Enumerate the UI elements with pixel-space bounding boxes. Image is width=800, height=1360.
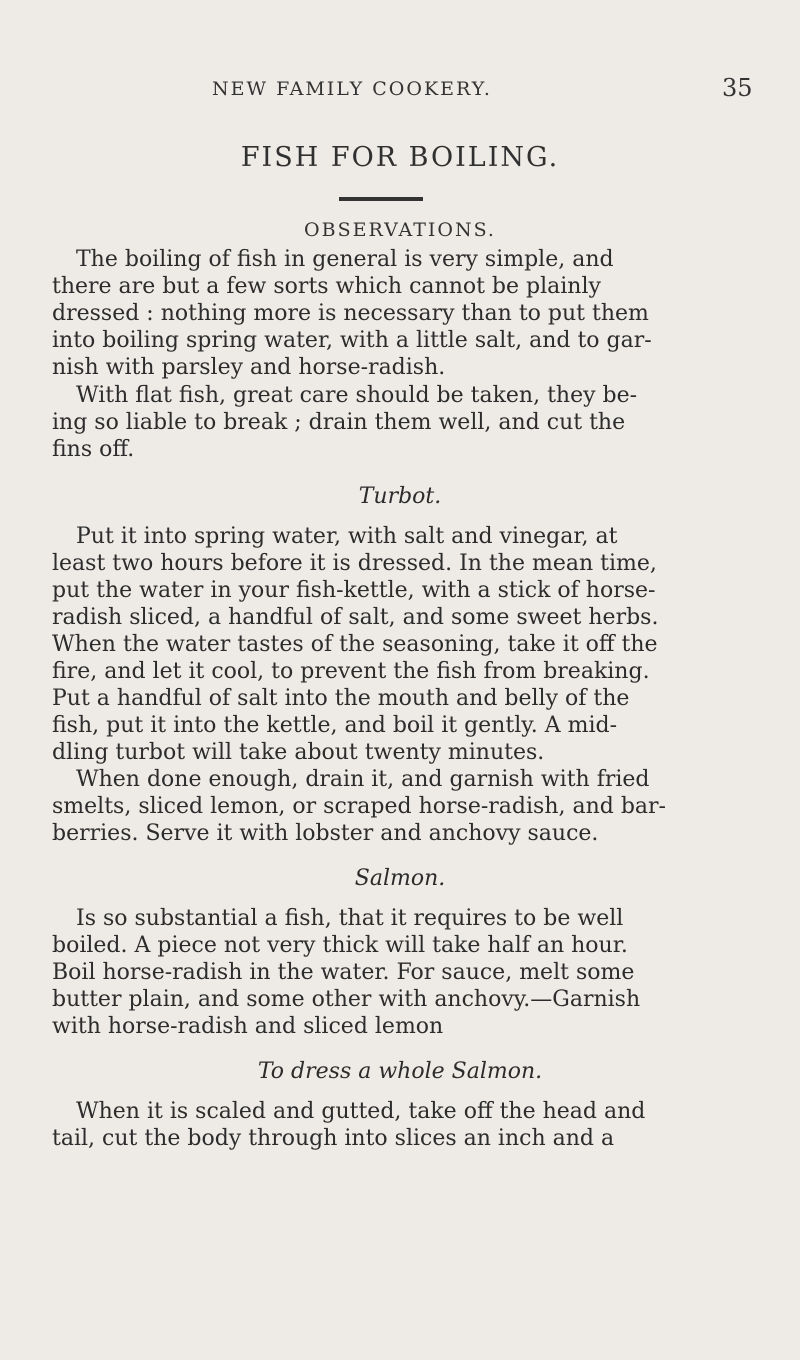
page-number: 35 (722, 74, 753, 102)
observations-heading: OBSERVATIONS. (304, 219, 496, 241)
text-line: When done enough, drain it, and garnish with fried (76, 767, 650, 792)
text-line: least two hours before it is dressed. In the mean time, (52, 551, 657, 576)
text-line: radish sliced, a handful of salt, and some sweet herbs. (52, 605, 659, 630)
turbot-heading: Turbot. (358, 484, 442, 509)
text-line: With flat fish, great care should be taken, they be- (76, 383, 638, 408)
text-line: tail, cut the body through into slices an inch and a (52, 1126, 615, 1151)
text-line: boiled. A piece not very thick will take half an hour. (52, 933, 628, 958)
text-line: berries. Serve it with lobster and anchovy sauce. (52, 821, 599, 846)
running-head: NEW FAMILY COOKERY. (212, 78, 492, 100)
text-line: nish with parsley and horse-radish. (52, 355, 446, 380)
salmon-heading: Salmon. (354, 866, 446, 891)
text-line: The boiling of fish in general is very simple, and (76, 247, 614, 272)
text-line: Boil horse-radish in the water. For sauce, melt some (52, 960, 635, 985)
text-line: butter plain, and some other with anchovy.—Garnish (52, 987, 641, 1012)
text-line: into boiling spring water, with a little salt, and to gar- (52, 328, 652, 353)
whole-salmon-heading: To dress a whole Salmon. (257, 1059, 543, 1084)
text-line: fire, and let it cool, to prevent the fish from breaking. (52, 659, 650, 684)
text-line: dressed : nothing more is necessary than to put them (52, 301, 649, 326)
text-line: fish, put it into the kettle, and boil it gently. A mid- (52, 713, 618, 738)
text-line: with horse-radish and sliced lemon (52, 1014, 444, 1039)
text-line: dling turbot will take about twenty minutes. (52, 740, 545, 765)
text-line: Is so substantial a fish, that it requires to be well (76, 906, 624, 931)
section-title: FISH FOR BOILING. (240, 142, 560, 173)
text-line: fins off. (52, 437, 135, 462)
text-line: Put it into spring water, with salt and vinegar, at (76, 524, 618, 549)
text-line: put the water in your fish-kettle, with a stick of horse- (52, 578, 656, 603)
text-line: When the water tastes of the seasoning, take it off the (52, 632, 658, 657)
text-line: When it is scaled and gutted, take off the head and (76, 1099, 646, 1124)
title-rule (339, 197, 423, 201)
text-line: ing so liable to break ; drain them well, and cut the (52, 410, 626, 435)
text-line: there are but a few sorts which cannot be plainly (52, 274, 601, 299)
text-line: smelts, sliced lemon, or scraped horse-radish, and bar- (52, 794, 666, 819)
text-line: Put a handful of salt into the mouth and belly of the (52, 686, 630, 711)
